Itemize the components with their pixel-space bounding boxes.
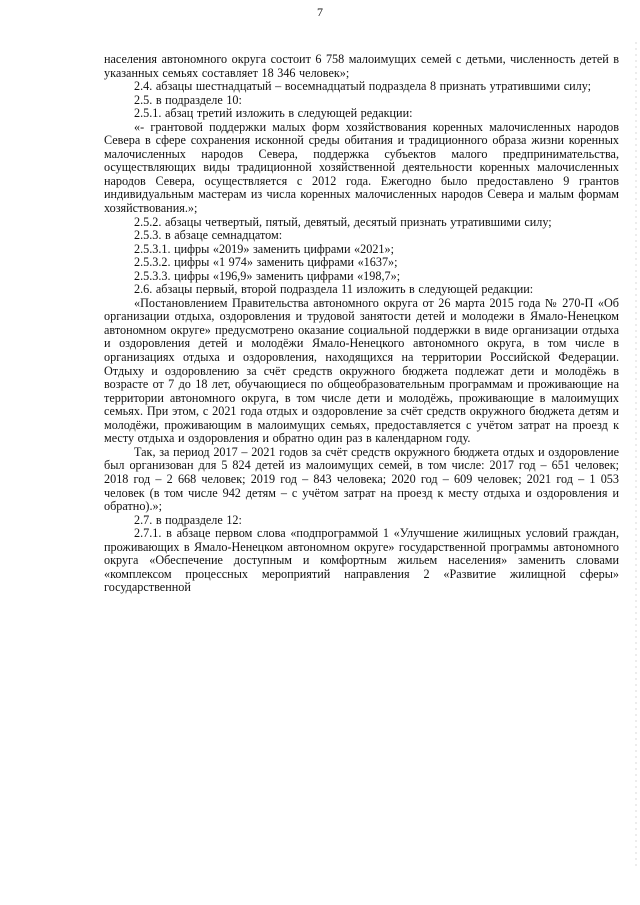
paragraph-2-6: 2.6. абзацы первый, второй подраздела 11 изложить в следующей редакции: [134, 282, 534, 297]
paragraph-2-7: 2.7. в подразделе 12: [134, 512, 242, 527]
page-number: 7 [317, 5, 323, 19]
paragraph-2-5-3-2: 2.5.3.2. цифры «1 974» заменить цифрами «1637»; [134, 255, 398, 270]
paragraph-2-5-3-1: 2.5.3.1. цифры «2019» заменить цифрами «2021»; [134, 241, 394, 256]
paragraph-2-5-3-3: 2.5.3.3. цифры «196,9» заменить цифрами «198,7»; [134, 268, 401, 283]
paragraph-continuation: населения автономного округа состоит 6 758 малоимущих семей с детьми, численность детей в указанных семьях составляет 18 346 человек»; [104, 52, 619, 80]
paragraph-statistics: Так, за период 2017 – 2021 годов за счёт средств окружного бюджета отдых и оздоровление был организован для 5 824 детей из малоимущих семей, в том числе: 2017 год – 651 человек; 2018 год – 2 668 человек; 2019 год – 843 человека; 2020 год – 609 человек; 2021 год – 1 053 человек (в том числе 942 детям – с учётом затрат на проезд к месту отдыха и оздоровления и обратно).»; [104, 444, 619, 514]
paragraph-2-5: 2.5. в подразделе 10: [134, 92, 242, 107]
scan-edge-marks [635, 40, 637, 870]
document-body [104, 53, 619, 595]
paragraph-2-5-3: 2.5.3. в абзаце семнадцатом: [134, 228, 283, 243]
paragraph-quote-resolution: «Постановлением Правительства автономного округа от 26 марта 2015 года № 270-П «Об организации отдыха, оздоровления и трудовой занятости детей и молодежи в Ямало-Ненецком автономном округе» предусмотрено оказание социальной поддержки в виде организации отдыха и оздоровления детей и молодёжи Ямало-Ненецкого автономного округа, в том числе в организациях отдыха и оздоровления, находящихся на территории Российской Федерации. Отдыху и оздоровлению за счёт средств окружного бюджета подлежат дети и молодёжь в возрасте от 7 до 18 лет, обучающиеся по общеобразовательным программам и проживающие на территории автономного округа, в том числе дети и молодёжь, проживающие в малоимущих семьях. При этом, с 2021 года отдых и оздоровление за счёт средств окружного бюджета детям и молодёжи, проживающим в малоимущих семьях, предоставляется с учётом затрат на проезд к месту отдыха и оздоровления и обратно один раз в календарном году. [104, 295, 619, 446]
paragraph-quote-grants: «- грантовой поддержки малых форм хозяйствования коренных малочисленных народов Севера в сфере сохранения исконной среды обитания и традиционного образа жизни коренных малочисленных народов Севера, поддержка субъектов малого предпринимательства, осуществляющих виды традиционной хозяйственной деятельности коренных малочисленных народов Севера, осуществляется с 2012 года. Ежегодно было предоставлено 9 грантов индивидуальным мастерам из числа коренных малочисленных народов Севера и малым формам хозяйствования.»; [104, 119, 619, 216]
paragraph-2-5-1: 2.5.1. абзац третий изложить в следующей редакции: [134, 106, 413, 121]
paragraph-2-4: 2.4. абзацы шестнадцатый – восемнадцатый подраздела 8 признать утратившими силу; [134, 79, 592, 94]
paragraph-2-7-1: 2.7.1. в абзаце первом слова «подпрограммой 1 «Улучшение жилищных условий граждан, проживающих в Ямало-Ненецком автономном округе» государственной программы автономного округа «Обеспечение доступным и комфортным жильем населения» заменить словами «комплексом процессных мероприятий направления 2 «Развитие жилищной сферы» государственной [104, 526, 619, 595]
paragraph-2-5-2: 2.5.2. абзацы четвертый, пятый, девятый, десятый признать утратившими силу; [134, 214, 552, 229]
